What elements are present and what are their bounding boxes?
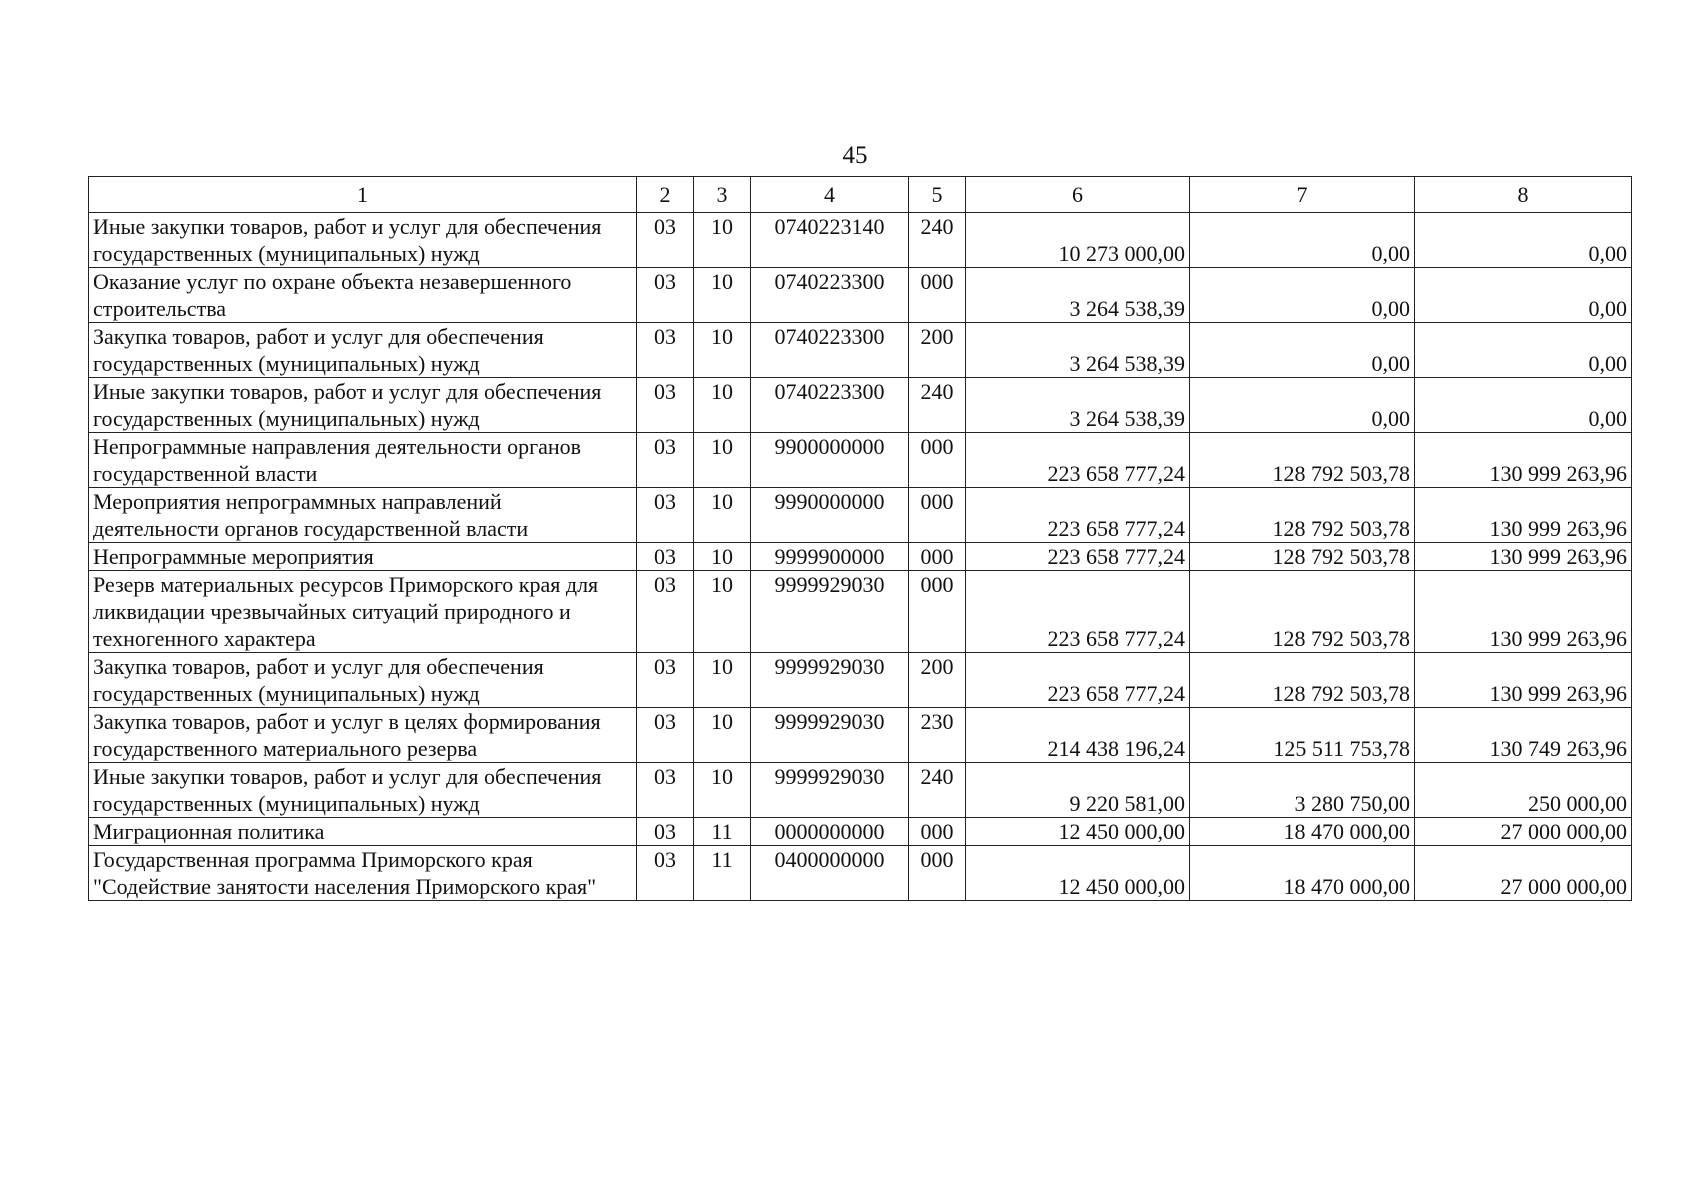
row-name-cell: Иные закупки товаров, работ и услуг для обеспечения государственных (муниципальных) нужд (89, 213, 637, 268)
subsection-code-cell: 10 (694, 213, 751, 268)
row-name-cell: Закупка товаров, работ и услуг для обеспечения государственных (муниципальных) нужд (89, 653, 637, 708)
column-header: 2 (637, 177, 694, 213)
row-name-cell: Государственная программа Приморского края "Содействие занятости населения Приморского края" (89, 846, 637, 901)
amount-col8-cell: 0,00 (1415, 268, 1632, 323)
target-article-cell: 9900000000 (751, 433, 909, 488)
section-code-cell: 03 (637, 708, 694, 763)
subsection-code-cell: 11 (694, 818, 751, 846)
table-body (89, 213, 1632, 901)
amount-col7-cell: 128 792 503,78 (1190, 571, 1415, 653)
subsection-code-cell: 10 (694, 433, 751, 488)
amount-col7-cell: 0,00 (1190, 268, 1415, 323)
column-header: 6 (966, 177, 1190, 213)
section-code-cell: 03 (637, 268, 694, 323)
budget-table (88, 176, 1632, 901)
amount-col6-cell: 10 273 000,00 (966, 213, 1190, 268)
expense-type-cell: 240 (909, 213, 966, 268)
amount-col6-cell: 214 438 196,24 (966, 708, 1190, 763)
expense-type-cell: 000 (909, 433, 966, 488)
amount-col7-cell: 128 792 503,78 (1190, 543, 1415, 571)
subsection-code-cell: 10 (694, 708, 751, 763)
amount-col8-cell: 130 999 263,96 (1415, 571, 1632, 653)
target-article-cell: 9999929030 (751, 763, 909, 818)
subsection-code-cell: 10 (694, 653, 751, 708)
column-header: 8 (1415, 177, 1632, 213)
amount-col6-cell: 12 450 000,00 (966, 818, 1190, 846)
table-row (89, 488, 1632, 543)
amount-col6-cell: 3 264 538,39 (966, 378, 1190, 433)
row-name-cell: Иные закупки товаров, работ и услуг для обеспечения государственных (муниципальных) нужд (89, 763, 637, 818)
subsection-code-cell: 10 (694, 378, 751, 433)
page-number: 45 (842, 142, 868, 169)
expense-type-cell: 000 (909, 571, 966, 653)
amount-col8-cell: 130 999 263,96 (1415, 433, 1632, 488)
section-code-cell: 03 (637, 378, 694, 433)
row-name-cell: Непрограммные мероприятия (89, 543, 637, 571)
section-code-cell: 03 (637, 818, 694, 846)
table-row (89, 571, 1632, 653)
table-row (89, 378, 1632, 433)
expense-type-cell: 000 (909, 488, 966, 543)
target-article-cell: 9999929030 (751, 653, 909, 708)
column-header: 4 (751, 177, 909, 213)
expense-type-cell: 240 (909, 763, 966, 818)
amount-col8-cell: 130 999 263,96 (1415, 543, 1632, 571)
subsection-code-cell: 11 (694, 846, 751, 901)
expense-type-cell: 240 (909, 378, 966, 433)
amount-col6-cell: 3 264 538,39 (966, 268, 1190, 323)
table-row (89, 268, 1632, 323)
amount-col8-cell: 0,00 (1415, 323, 1632, 378)
subsection-code-cell: 10 (694, 571, 751, 653)
amount-col7-cell: 18 470 000,00 (1190, 818, 1415, 846)
amount-col8-cell: 130 999 263,96 (1415, 653, 1632, 708)
table-row (89, 818, 1632, 846)
row-name-cell: Закупка товаров, работ и услуг в целях формирования государственного материального резерва (89, 708, 637, 763)
amount-col8-cell: 250 000,00 (1415, 763, 1632, 818)
amount-col8-cell: 130 999 263,96 (1415, 488, 1632, 543)
section-code-cell: 03 (637, 571, 694, 653)
subsection-code-cell: 10 (694, 268, 751, 323)
expense-type-cell: 000 (909, 846, 966, 901)
target-article-cell: 0000000000 (751, 818, 909, 846)
expense-type-cell: 200 (909, 653, 966, 708)
row-name-cell: Миграционная политика (89, 818, 637, 846)
row-name-cell: Оказание услуг по охране объекта незавершенного строительства (89, 268, 637, 323)
expense-type-cell: 230 (909, 708, 966, 763)
column-header: 7 (1190, 177, 1415, 213)
target-article-cell: 0740223300 (751, 378, 909, 433)
table-row (89, 763, 1632, 818)
amount-col7-cell: 0,00 (1190, 323, 1415, 378)
table-row (89, 846, 1632, 901)
column-header: 3 (694, 177, 751, 213)
table-header-row (89, 177, 1632, 213)
expense-type-cell: 000 (909, 818, 966, 846)
subsection-code-cell: 10 (694, 763, 751, 818)
column-header: 5 (909, 177, 966, 213)
table-row (89, 213, 1632, 268)
target-article-cell: 9999929030 (751, 571, 909, 653)
amount-col6-cell: 223 658 777,24 (966, 488, 1190, 543)
target-article-cell: 0740223300 (751, 268, 909, 323)
table-row (89, 323, 1632, 378)
amount-col6-cell: 9 220 581,00 (966, 763, 1190, 818)
amount-col8-cell: 27 000 000,00 (1415, 846, 1632, 901)
amount-col8-cell: 0,00 (1415, 378, 1632, 433)
row-name-cell: Иные закупки товаров, работ и услуг для обеспечения государственных (муниципальных) нужд (89, 378, 637, 433)
amount-col7-cell: 0,00 (1190, 213, 1415, 268)
section-code-cell: 03 (637, 323, 694, 378)
amount-col7-cell: 128 792 503,78 (1190, 433, 1415, 488)
target-article-cell: 0400000000 (751, 846, 909, 901)
row-name-cell: Закупка товаров, работ и услуг для обеспечения государственных (муниципальных) нужд (89, 323, 637, 378)
row-name-cell: Резерв материальных ресурсов Приморского края для ликвидации чрезвычайных ситуаций природного и техногенного характера (89, 571, 637, 653)
amount-col6-cell: 223 658 777,24 (966, 543, 1190, 571)
section-code-cell: 03 (637, 653, 694, 708)
amount-col7-cell: 3 280 750,00 (1190, 763, 1415, 818)
section-code-cell: 03 (637, 763, 694, 818)
row-name-cell: Непрограммные направления деятельности органов государственной власти (89, 433, 637, 488)
section-code-cell: 03 (637, 488, 694, 543)
expense-type-cell: 000 (909, 268, 966, 323)
target-article-cell: 0740223140 (751, 213, 909, 268)
target-article-cell: 9999900000 (751, 543, 909, 571)
amount-col8-cell: 27 000 000,00 (1415, 818, 1632, 846)
table-row (89, 433, 1632, 488)
table-row (89, 543, 1632, 571)
expense-type-cell: 000 (909, 543, 966, 571)
column-header: 1 (89, 177, 637, 213)
section-code-cell: 03 (637, 213, 694, 268)
row-name-cell: Мероприятия непрограммных направлений деятельности органов государственной власти (89, 488, 637, 543)
amount-col7-cell: 125 511 753,78 (1190, 708, 1415, 763)
amount-col7-cell: 128 792 503,78 (1190, 653, 1415, 708)
amount-col8-cell: 0,00 (1415, 213, 1632, 268)
subsection-code-cell: 10 (694, 543, 751, 571)
amount-col7-cell: 0,00 (1190, 378, 1415, 433)
section-code-cell: 03 (637, 846, 694, 901)
amount-col8-cell: 130 749 263,96 (1415, 708, 1632, 763)
table-row (89, 653, 1632, 708)
section-code-cell: 03 (637, 543, 694, 571)
amount-col6-cell: 12 450 000,00 (966, 846, 1190, 901)
subsection-code-cell: 10 (694, 488, 751, 543)
table-row (89, 708, 1632, 763)
amount-col7-cell: 18 470 000,00 (1190, 846, 1415, 901)
amount-col6-cell: 223 658 777,24 (966, 653, 1190, 708)
amount-col6-cell: 223 658 777,24 (966, 433, 1190, 488)
target-article-cell: 9990000000 (751, 488, 909, 543)
amount-col6-cell: 3 264 538,39 (966, 323, 1190, 378)
amount-col6-cell: 223 658 777,24 (966, 571, 1190, 653)
subsection-code-cell: 10 (694, 323, 751, 378)
section-code-cell: 03 (637, 433, 694, 488)
amount-col7-cell: 128 792 503,78 (1190, 488, 1415, 543)
expense-type-cell: 200 (909, 323, 966, 378)
target-article-cell: 9999929030 (751, 708, 909, 763)
target-article-cell: 0740223300 (751, 323, 909, 378)
